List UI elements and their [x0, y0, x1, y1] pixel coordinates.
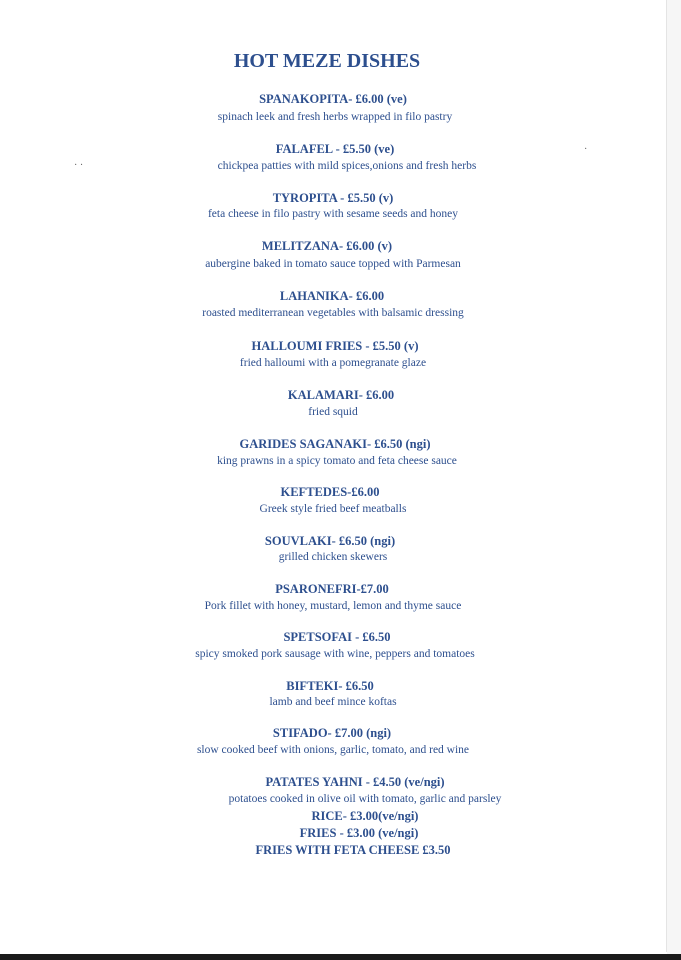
dish-name-patates-yahni: PATATES YAHNI - £4.50 (ve/ngi)	[265, 775, 445, 789]
dish-name-keftedes: KEFTEDES-£6.00	[280, 485, 380, 499]
dish-name-bifteki: BIFTEKI- £6.50	[286, 679, 374, 693]
dish-name-psaronefri: PSARONEFRI-£7.00	[275, 582, 389, 596]
extra-fries: FRIES - £3.00 (ve/ngi)	[299, 826, 419, 840]
dish-desc-spetsofai: spicy smoked pork sausage with wine, peppers and tomatoes	[195, 648, 475, 660]
dish-desc-kalamari: fried squid	[308, 406, 358, 418]
dish-desc-souvlaki: grilled chicken skewers	[278, 551, 388, 563]
dish-name-souvlaki: SOUVLAKI- £6.50 (ngi)	[264, 534, 396, 548]
dish-desc-lahanika: roasted mediterranean vegetables with balsamic dressing	[202, 307, 464, 319]
stray-mark: · ·	[74, 160, 84, 171]
stray-mark: ·	[584, 144, 588, 155]
dish-name-garides-saganaki: GARIDES SAGANAKI- £6.50 (ngi)	[239, 437, 431, 451]
extra-rice: RICE- £3.00(ve/ngi)	[311, 809, 419, 823]
dish-desc-bifteki: lamb and beef mince koftas	[269, 696, 397, 708]
dish-desc-halloumi-fries: fried halloumi with a pomegranate glaze	[239, 357, 427, 369]
dish-desc-keftedes: Greek style fried beef meatballs	[259, 503, 407, 515]
dish-desc-spanakopita: spinach leek and fresh herbs wrapped in filo pastry	[217, 111, 453, 123]
dish-name-halloumi-fries: HALLOUMI FRIES - £5.50 (v)	[251, 339, 419, 353]
dish-name-spanakopita: SPANAKOPITA- £6.00 (ve)	[259, 92, 407, 106]
menu-title: HOT MEZE DISHES	[233, 50, 421, 72]
dish-desc-psaronefri: Pork fillet with honey, mustard, lemon and thyme sauce	[204, 600, 462, 612]
dish-desc-garides-saganaki: king prawns in a spicy tomato and feta cheese sauce	[217, 455, 457, 467]
dish-desc-falafel: chickpea patties with mild spices,onions and fresh herbs	[217, 160, 477, 172]
dish-desc-tyropita: feta cheese in filo pastry with sesame seeds and honey	[207, 208, 459, 220]
dish-name-stifado: STIFADO- £7.00 (ngi)	[272, 726, 392, 740]
dish-name-lahanika: LAHANIKA- £6.00	[279, 289, 385, 303]
dish-name-tyropita: TYROPITA - £5.50 (v)	[272, 191, 394, 205]
dish-desc-melitzana: aubergine baked in tomato sauce topped with Parmesan	[205, 258, 461, 270]
dish-name-kalamari: KALAMARI- £6.00	[287, 388, 395, 402]
dish-name-falafel: FALAFEL - £5.50 (ve)	[275, 142, 395, 156]
extra-fries-with-feta: FRIES WITH FETA CHEESE £3.50	[255, 843, 451, 857]
dish-desc-patates-yahni: potatoes cooked in olive oil with tomato, garlic and parsley	[228, 793, 502, 805]
viewer-margin	[667, 0, 681, 954]
dish-name-melitzana: MELITZANA- £6.00 (v)	[261, 239, 393, 253]
dish-desc-stifado: slow cooked beef with onions, garlic, tomato, and red wine	[196, 744, 470, 756]
viewer-bottom-edge	[0, 954, 681, 960]
dish-name-spetsofai: SPETSOFAI - £6.50	[283, 630, 391, 644]
